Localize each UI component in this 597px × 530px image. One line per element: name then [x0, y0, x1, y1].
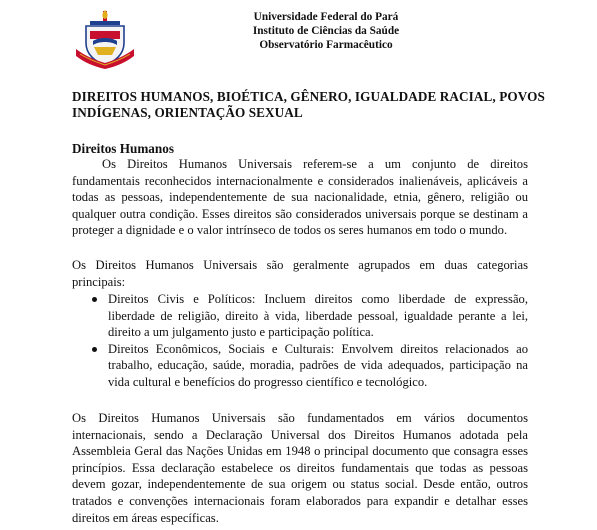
list-item-line: trabalho, educação, saúde, moradia, padrões de vida adequados, participação na [108, 358, 528, 373]
paragraph-intro [72, 156, 528, 239]
list-item-line: Direitos Civis e Políticos: Incluem direitos como liberdade de expressão, [108, 292, 528, 306]
list-item-line: direito a um julgamento justo e participação política. [108, 325, 374, 340]
list-item [72, 341, 528, 391]
paragraph-line: Os Direitos Humanos Universais referem-se a um conjunto de direitos [102, 157, 528, 171]
paragraph-line: proteger a dignidade e o valor intrínseco de todos os seres humanos em todo o mundo. [72, 223, 508, 238]
paragraph-foundations [72, 410, 528, 526]
document-title-line: INDÍGENAS, ORIENTAÇÃO SEXUAL [72, 105, 303, 120]
paragraph-line: Assembleia Geral das Nações Unidas em 1948 o principal documento que consagra esses [72, 444, 528, 459]
university-crest-icon [74, 9, 136, 73]
institution-institute: Instituto de Ciências da Saúde [252, 24, 400, 37]
paragraph-line: tratados e convenções internacionais foram elaborados para expandir e detalhar esses [72, 493, 528, 508]
paragraph-line: internacionais, sendo a Declaração Universal dos Direitos Humanos adotada pela [72, 427, 528, 442]
list-item-line: liberdade de religião, direito à vida, liberdade pessoal, igualdade perante a lei, [108, 308, 528, 323]
document-title [72, 89, 545, 121]
list-item-line: vida cultural e benefícios do progresso científico e tecnológico. [108, 374, 428, 389]
section-heading: Direitos Humanos [72, 141, 174, 156]
list-item [72, 291, 528, 341]
bullet-icon [92, 347, 97, 352]
document-title-line: DIREITOS HUMANOS, BIOÉTICA, GÊNERO, IGUALDADE RACIAL, POVOS [72, 89, 545, 104]
institution-university: Universidade Federal do Pará [253, 11, 399, 23]
paragraph-line: qualquer outra condição. Esses direitos são considerados universais porque se destinam a [72, 206, 528, 221]
paragraph-line: todas as pessoas, independentemente de sua nacionalidade, etnia, gênero, religião ou [72, 190, 528, 205]
paragraph-line: Os Direitos Humanos Universais são fundamentados em vários documentos [72, 411, 528, 425]
list-item-line: Direitos Econômicos, Sociais e Culturais: Envolvem direitos relacionados ao [108, 341, 528, 356]
institution-observatory: Observatório Farmacêutico [259, 38, 393, 51]
paragraph-line: devem gozar, independentemente de sua origem ou status social. Desde então, outros [72, 477, 528, 492]
paragraph-line: principais: [72, 274, 126, 289]
paragraph-line: direitos em áreas específicas. [72, 510, 219, 525]
paragraph-line: fundamentais reconhecidos internacionalmente e considerados inalienáveis, aplicáveis a [72, 173, 528, 188]
paragraph-categories [72, 257, 528, 290]
paragraph-line: Os Direitos Humanos Universais são geralmente agrupados em duas categorias [72, 258, 528, 272]
paragraph-line: princípios. Essa declaração estabelece os direitos fundamentais que todas as pessoas [72, 460, 528, 475]
category-list [72, 291, 528, 391]
bullet-icon [92, 297, 97, 302]
institution-header [196, 11, 456, 52]
